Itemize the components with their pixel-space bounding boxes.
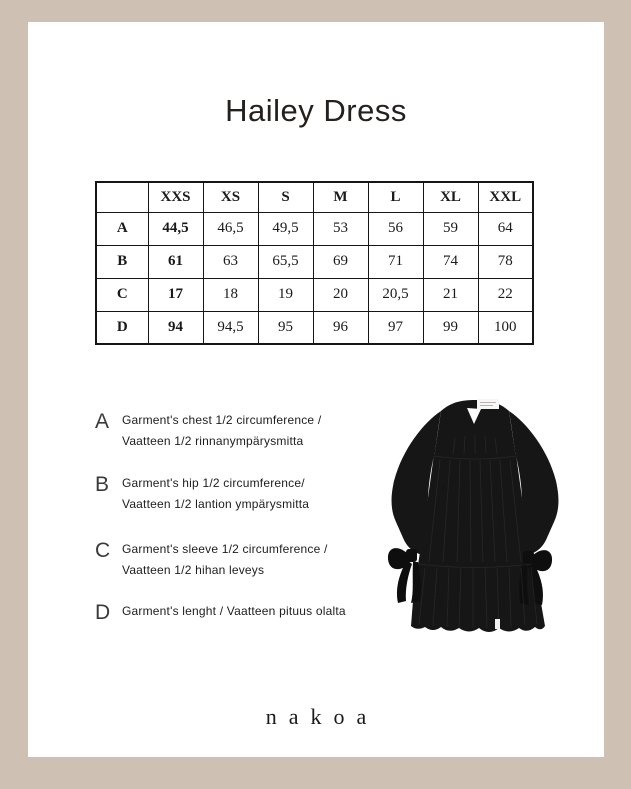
legend-text	[122, 539, 328, 581]
table-row	[96, 278, 533, 311]
legend-item-a	[95, 410, 321, 452]
table-row	[96, 245, 533, 278]
legend-text	[122, 601, 346, 622]
table-cell: 49,5	[258, 212, 313, 245]
table-cell: 63	[203, 245, 258, 278]
legend-item-b	[95, 473, 309, 515]
neck-label	[477, 399, 499, 409]
legend-text	[122, 473, 309, 515]
table-cell: 94	[148, 311, 203, 344]
legend-line-en: Garment's hip 1/2 circumference/	[122, 476, 305, 490]
table-cell: 56	[368, 212, 423, 245]
row-label: B	[96, 245, 148, 278]
size-column-header: L	[368, 182, 423, 212]
table-cell: 64	[478, 212, 533, 245]
size-column-header: XXL	[478, 182, 533, 212]
table-cell: 71	[368, 245, 423, 278]
legend-letter: C	[95, 539, 111, 562]
legend-line-fi: Vaatteen 1/2 lantion ympärysmitta	[122, 497, 310, 511]
table-cell: 17	[148, 278, 203, 311]
table-cell: 96	[313, 311, 368, 344]
size-column-header: XL	[423, 182, 478, 212]
table-cell: 19	[258, 278, 313, 311]
table-cell: 61	[148, 245, 203, 278]
product-photo-dress	[385, 398, 565, 638]
size-column-header: M	[313, 182, 368, 212]
legend-letter: D	[95, 601, 111, 624]
table-cell: 22	[478, 278, 533, 311]
table-cell: 94,5	[203, 311, 258, 344]
bow-left-knot	[406, 549, 417, 562]
size-column-header: S	[258, 182, 313, 212]
table-row	[96, 212, 533, 245]
row-label: A	[96, 212, 148, 245]
legend-line-fi: Vaatteen 1/2 rinnanympärysmitta	[122, 434, 304, 448]
legend-letter: B	[95, 473, 110, 496]
size-column-header: XXS	[148, 182, 203, 212]
row-label: D	[96, 311, 148, 344]
page-title: Hailey Dress	[225, 93, 407, 128]
table-cell: 65,5	[258, 245, 313, 278]
table-cell: 20,5	[368, 278, 423, 311]
size-chart-card	[28, 22, 604, 757]
size-table-corner-cell	[96, 182, 148, 212]
bow-right-knot	[523, 551, 534, 564]
side-seam-tag	[495, 619, 500, 629]
table-cell: 99	[423, 311, 478, 344]
size-column-header: XS	[203, 182, 258, 212]
dress-tier-middle	[418, 454, 532, 565]
table-cell: 95	[258, 311, 313, 344]
table-cell: 18	[203, 278, 258, 311]
legend-item-c	[95, 539, 328, 581]
size-table	[95, 181, 534, 345]
table-cell: 44,5	[148, 212, 203, 245]
legend-item-d	[95, 601, 346, 623]
size-table-header-row	[96, 182, 533, 212]
table-cell: 100	[478, 311, 533, 344]
table-cell: 74	[423, 245, 478, 278]
legend-line-en: Garment's chest 1/2 circumference /	[122, 413, 322, 427]
legend-text	[122, 410, 321, 452]
table-cell: 46,5	[203, 212, 258, 245]
table-cell: 21	[423, 278, 478, 311]
table-cell: 97	[368, 311, 423, 344]
row-label: C	[96, 278, 148, 311]
table-cell: 69	[313, 245, 368, 278]
legend-line-en: Garment's sleeve 1/2 circumference /	[122, 542, 328, 556]
table-row	[96, 311, 533, 344]
table-cell: 20	[313, 278, 368, 311]
table-cell: 53	[313, 212, 368, 245]
legend-line-fi: Vaatteen 1/2 hihan leveys	[122, 563, 265, 577]
legend-letter: A	[95, 410, 110, 433]
table-cell: 78	[478, 245, 533, 278]
brand-logotype: nakoa	[265, 704, 379, 729]
table-cell: 59	[423, 212, 478, 245]
legend-line-en: Garment's lenght / Vaatteen pituus olalta	[122, 604, 346, 618]
